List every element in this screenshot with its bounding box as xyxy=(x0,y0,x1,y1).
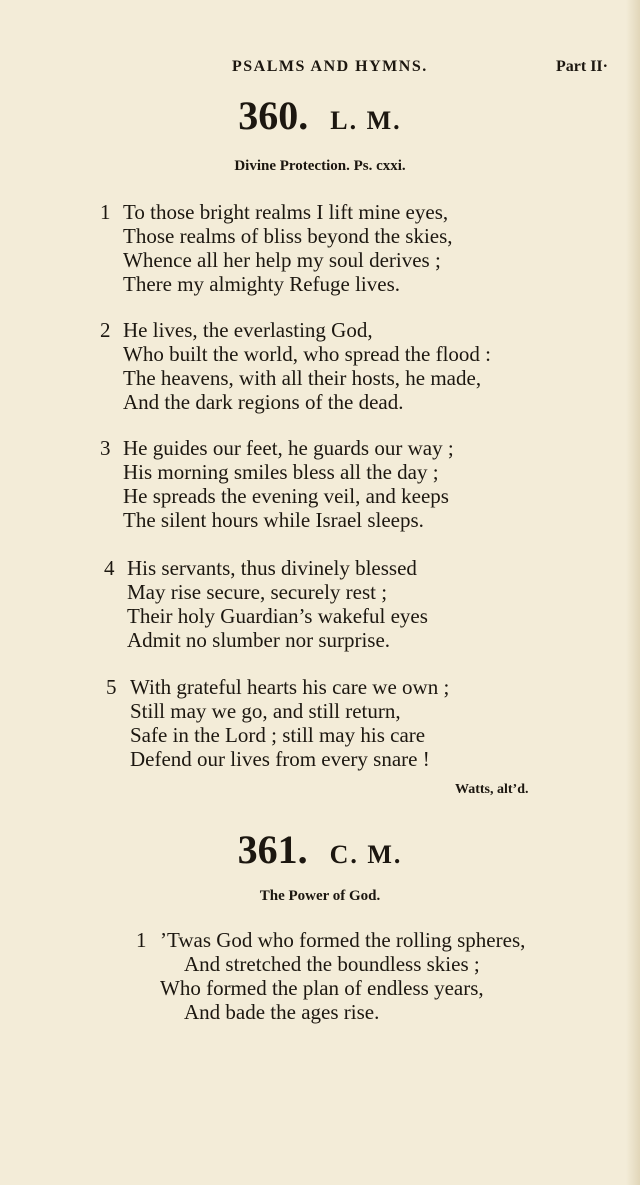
hymn-number: 361. xyxy=(237,827,308,872)
verse-line: The heavens, with all their hosts, he made, xyxy=(123,366,482,390)
running-head xyxy=(0,58,640,82)
verse-line: May rise secure, securely rest ; xyxy=(127,580,388,604)
verse-line: With grateful hearts his care we own ; xyxy=(130,675,450,699)
verse-line: ’Twas God who formed the rolling spheres, xyxy=(160,928,526,952)
verse-line: His servants, thus divinely blessed xyxy=(127,556,417,580)
running-head-part: Part II· xyxy=(556,58,608,75)
verse-line: Still may we go, and still return, xyxy=(130,699,401,723)
page-edge-shadow xyxy=(626,0,640,1185)
verse-line: The silent hours while Israel sleeps. xyxy=(123,508,424,532)
hymn-meter: C. M. xyxy=(329,840,403,869)
stanza-number: 2 xyxy=(100,318,111,342)
verse-line: And bade the ages rise. xyxy=(184,1000,380,1024)
stanza-number: 1 xyxy=(136,928,147,952)
hymn-meter: L. M. xyxy=(330,106,402,135)
verse-line: Their holy Guardian’s wakeful eyes xyxy=(127,604,428,628)
hymn-heading xyxy=(0,826,640,873)
running-head-title: PSALMS AND HYMNS. xyxy=(232,58,428,75)
hymn-number: 360. xyxy=(238,93,309,138)
verse-line: And the dark regions of the dead. xyxy=(123,390,404,414)
verse-line: There my almighty Refuge lives. xyxy=(123,272,401,296)
verse-line: Whence all her help my soul derives ; xyxy=(123,248,441,272)
verse-line: Safe in the Lord ; still may his care xyxy=(130,723,426,747)
verse-line: Admit no slumber nor surprise. xyxy=(127,628,391,652)
hymn-author: Watts, alt’d. xyxy=(455,782,529,797)
verse-line: His morning smiles bless all the day ; xyxy=(123,460,439,484)
verse-line: He guides our feet, he guards our way ; xyxy=(123,436,454,460)
verse-line: Who formed the plan of endless years, xyxy=(160,976,484,1000)
verse-line: Defend our lives from every snare ! xyxy=(130,747,430,771)
stanza-number: 5 xyxy=(106,675,117,699)
stanza-number: 4 xyxy=(104,556,115,580)
hymn-subtitle: The Power of God. xyxy=(259,888,381,904)
verse-line: He lives, the everlasting God, xyxy=(123,318,373,342)
stanza-number: 1 xyxy=(100,200,111,224)
stanza-number: 3 xyxy=(100,436,111,460)
verse-line: And stretched the boundless skies ; xyxy=(184,952,480,976)
verse-line: To those bright realms I lift mine eyes, xyxy=(123,200,449,224)
hymn-heading xyxy=(0,92,640,139)
verse-line: He spreads the evening veil, and keeps xyxy=(123,484,449,508)
verse-line: Who built the world, who spread the flood : xyxy=(123,342,492,366)
hymn-subtitle: Divine Protection. Ps. cxxi. xyxy=(234,158,406,174)
verse-line: Those realms of bliss beyond the skies, xyxy=(123,224,453,248)
